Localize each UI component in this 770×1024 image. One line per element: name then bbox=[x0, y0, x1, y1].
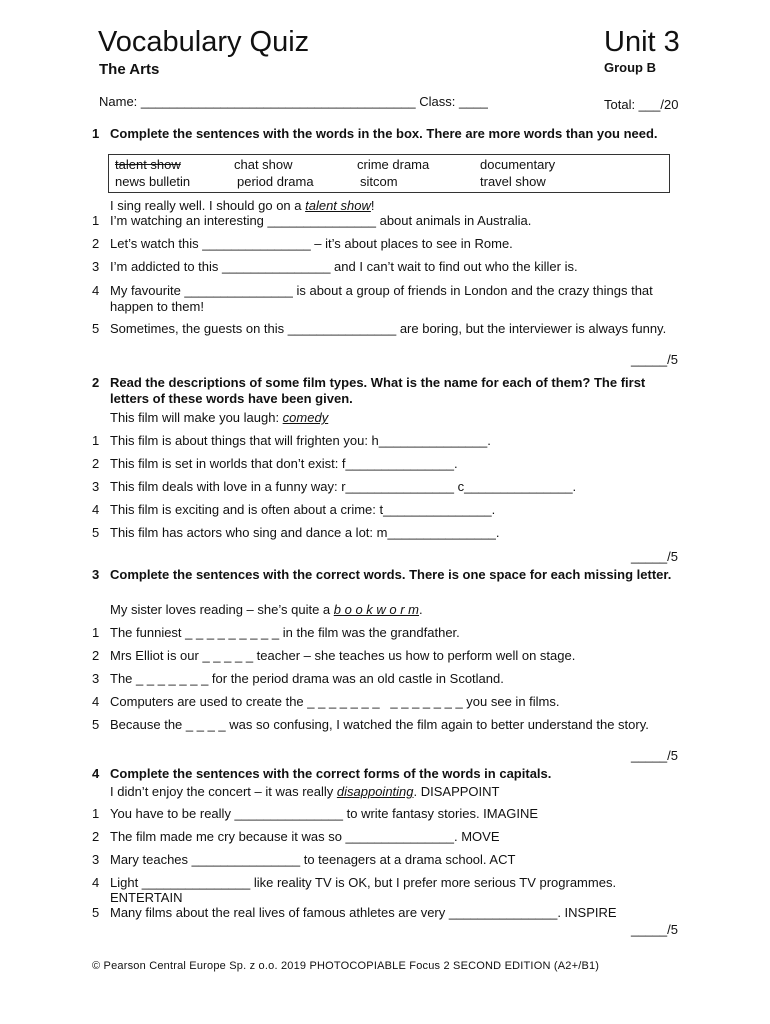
section-score: _____/5 bbox=[631, 748, 678, 763]
section-instruction: Complete the sentences with the words in the box. There are more words than you need. bbox=[110, 126, 658, 141]
item-number: 2 bbox=[92, 236, 100, 251]
box-word: period drama bbox=[237, 174, 314, 189]
item-number: 4 bbox=[92, 502, 100, 517]
question-item: The funniest _ _ _ _ _ _ _ _ _ in the film was the grandfather. bbox=[110, 625, 460, 640]
example-sentence: I sing really well. I should go on a talent show! bbox=[110, 198, 375, 213]
example-answer: disappointing bbox=[336, 784, 414, 799]
section-instruction: Read the descriptions of some film types. What is the name for each of them? The first letters of these words have been given. bbox=[110, 375, 646, 406]
section-instruction: Complete the sentences with the correct forms of the words in capitals. bbox=[110, 766, 552, 781]
question-item: Sometimes, the guests on this _______________ are boring, but the interviewer is always funny. bbox=[110, 321, 667, 336]
section-score: _____/5 bbox=[631, 352, 678, 367]
section-number: 2 bbox=[92, 375, 100, 390]
item-number: 3 bbox=[92, 479, 100, 494]
item-number: 3 bbox=[92, 259, 100, 274]
item-number: 5 bbox=[92, 321, 100, 336]
example-sentence: I didn’t enjoy the concert – it was really disappointing. DISAPPOINT bbox=[110, 784, 500, 799]
example-answer: comedy bbox=[282, 410, 329, 425]
section-instruction: Complete the sentences with the correct words. There is one space for each missing letter. bbox=[110, 567, 672, 582]
section-number: 4 bbox=[92, 766, 100, 781]
question-item: I’m watching an interesting _______________ about animals in Australia. bbox=[110, 213, 532, 228]
unit-label: Unit 3 bbox=[604, 26, 680, 58]
box-word: documentary bbox=[480, 157, 556, 172]
section-score: _____/5 bbox=[631, 922, 678, 937]
group-label: Group B bbox=[604, 60, 656, 75]
page-title: Vocabulary Quiz bbox=[98, 26, 310, 58]
total-score: Total: ___/20 bbox=[604, 97, 679, 112]
example-answer: talent show bbox=[305, 198, 371, 213]
question-item: Many films about the real lives of famous athletes are very _______________. INSPIRE bbox=[110, 905, 617, 920]
box-word: chat show bbox=[234, 157, 293, 172]
section-score: _____/5 bbox=[631, 549, 678, 564]
word-box bbox=[108, 154, 670, 193]
question-item: I’m addicted to this _______________ and I can’t wait to find out who the killer is. bbox=[110, 259, 578, 274]
question-item: You have to be really _______________ to write fantasy stories. IMAGINE bbox=[110, 806, 539, 821]
item-number: 4 bbox=[92, 283, 100, 298]
item-number: 1 bbox=[92, 213, 100, 228]
box-word: travel show bbox=[480, 174, 546, 189]
box-word: news bulletin bbox=[115, 174, 191, 189]
item-number: 1 bbox=[92, 806, 100, 821]
item-number: 1 bbox=[92, 625, 100, 640]
question-item: This film is about things that will frighten you: h_______________. bbox=[110, 433, 491, 448]
box-word: crime drama bbox=[357, 157, 430, 172]
item-number: 1 bbox=[92, 433, 100, 448]
item-number: 5 bbox=[92, 905, 100, 920]
question-item: Let’s watch this _______________ – it’s about places to see in Rome. bbox=[110, 236, 513, 251]
item-number: 2 bbox=[92, 648, 100, 663]
question-item: The film made me cry because it was so _______________. MOVE bbox=[110, 829, 500, 844]
question-item: This film is exciting and is often about a crime: t_______________. bbox=[110, 502, 496, 517]
section-number: 3 bbox=[92, 567, 100, 582]
item-number: 5 bbox=[92, 525, 100, 540]
question-item: Light _______________ like reality TV is OK, but I prefer more serious TV programmes. ENTERTAIN bbox=[110, 875, 617, 905]
question-item: This film deals with love in a funny way: r_______________ c_______________. bbox=[110, 479, 577, 494]
question-item: Because the _ _ _ _ was so confusing, I watched the film again to better understand the story. bbox=[110, 717, 649, 732]
question-item: The _ _ _ _ _ _ _ for the period drama was an old castle in Scotland. bbox=[110, 671, 504, 686]
box-word: sitcom bbox=[360, 174, 398, 189]
item-number: 2 bbox=[92, 456, 100, 471]
section-number: 1 bbox=[92, 126, 100, 141]
question-item: This film is set in worlds that don’t exist: f_______________. bbox=[110, 456, 458, 471]
question-item: Mary teaches _______________ to teenagers at a drama school. ACT bbox=[110, 852, 516, 867]
item-number: 3 bbox=[92, 671, 100, 686]
item-number: 4 bbox=[92, 875, 100, 890]
question-item: Computers are used to create the _ _ _ _ _ _ _ _ _ _ _ _ _ _ you see in films. bbox=[110, 694, 560, 709]
question-item: This film has actors who sing and dance a lot: m_______________. bbox=[110, 525, 500, 540]
question-item: Mrs Elliot is our _ _ _ _ _ teacher – she teaches us how to perform well on stage. bbox=[110, 648, 576, 663]
question-item: My favourite _______________ is about a group of friends in London and the crazy things that happen to them! bbox=[110, 283, 653, 314]
name-class-line: Name: ______________________________________ Class: ____ bbox=[99, 94, 488, 109]
item-number: 2 bbox=[92, 829, 100, 844]
copyright-footer: © Pearson Central Europe Sp. z o.o. 2019 PHOTOCOPIABLE Focus 2 SECOND EDITION (A2+/B1) bbox=[92, 960, 600, 972]
example-sentence: My sister loves reading – she’s quite a b o o k w o r m. bbox=[110, 602, 423, 617]
page-subtitle: The Arts bbox=[99, 61, 160, 78]
item-number: 3 bbox=[92, 852, 100, 867]
box-word: talent show bbox=[115, 157, 181, 172]
item-number: 4 bbox=[92, 694, 100, 709]
example-sentence: This film will make you laugh: comedy bbox=[110, 410, 329, 425]
example-answer: b o o k w o r m bbox=[333, 602, 420, 617]
item-number: 5 bbox=[92, 717, 100, 732]
